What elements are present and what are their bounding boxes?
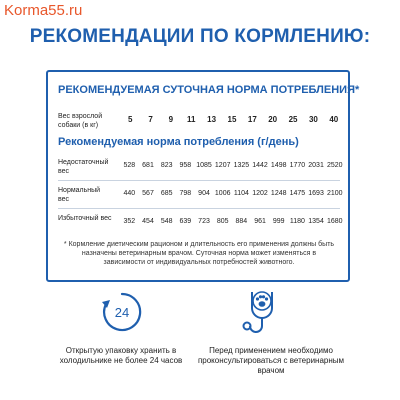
table-row xyxy=(120,162,344,169)
row-label-overweight: Избыточный вес xyxy=(58,215,112,222)
table-cell: 798 xyxy=(179,190,192,197)
table-cell: 805 xyxy=(216,218,229,225)
watermark: Korma55.ru xyxy=(4,2,83,19)
row-label-underweight: Недостаточный вес xyxy=(58,159,109,175)
table-cell: 567 xyxy=(142,190,154,197)
table-cell: 1325 xyxy=(233,162,250,169)
table-cell: 1442 xyxy=(252,162,268,169)
weight-cell: 15 xyxy=(227,115,237,124)
row-label-normal: Нормальный вес xyxy=(58,187,101,203)
table-cell: 1104 xyxy=(233,190,249,197)
table-cell: 904 xyxy=(198,190,210,197)
table-cell: 884 xyxy=(235,218,248,225)
table-cell: 1180 xyxy=(289,218,305,225)
weight-cell: 17 xyxy=(247,115,257,124)
weight-cell: 13 xyxy=(207,115,217,124)
row-divider xyxy=(58,208,340,209)
weight-cell: 5 xyxy=(127,115,133,124)
table-cell: 440 xyxy=(123,190,136,197)
weight-cell: 11 xyxy=(187,115,196,124)
table-cell: 1207 xyxy=(214,162,231,169)
weight-cell: 7 xyxy=(148,115,153,124)
table-row xyxy=(120,218,344,225)
table-cell: 454 xyxy=(142,218,154,225)
table-cell: 685 xyxy=(160,190,173,197)
weight-row xyxy=(120,115,344,124)
weight-cell: 20 xyxy=(268,115,278,124)
grams-norm-heading: Рекомендуемая норма потребления (г/день) xyxy=(58,136,299,148)
row-divider xyxy=(58,180,340,181)
stethoscope-paw-icon xyxy=(238,288,288,336)
table-cell: 823 xyxy=(160,162,173,169)
weight-cell: 9 xyxy=(168,115,174,124)
table-cell: 1475 xyxy=(289,190,306,197)
feeding-table-panel xyxy=(46,70,360,282)
table-cell: 1006 xyxy=(214,190,231,197)
table-cell: 2031 xyxy=(308,162,324,169)
table-cell: 1354 xyxy=(308,218,324,225)
storage-note: Открытую упаковку хранить в холодильнике не более 24 часов xyxy=(59,346,183,365)
table-cell: 2100 xyxy=(326,190,343,197)
storage-icon-number: 24 xyxy=(114,305,130,320)
weight-cell: 40 xyxy=(329,115,339,124)
table-cell: 961 xyxy=(254,218,266,225)
table-cell: 1770 xyxy=(289,162,306,169)
daily-norm-heading: РЕКОМЕНДУЕМАЯ СУТОЧНАЯ НОРМА ПОТРЕБЛЕНИЯ* xyxy=(58,84,360,96)
vet-note: Перед применением необходимо проконсультироваться с ветеринарным врачом xyxy=(197,346,345,375)
table-cell: 2520 xyxy=(326,162,343,169)
weight-cell: 30 xyxy=(308,115,318,124)
clock-24-icon xyxy=(100,290,144,334)
table-row xyxy=(120,190,344,197)
table-cell: 681 xyxy=(142,162,154,169)
page-title: РЕКОМЕНДАЦИИ ПО КОРМЛЕНИЮ: xyxy=(29,26,371,47)
table-cell: 528 xyxy=(123,162,136,169)
table-cell: 352 xyxy=(123,218,136,225)
table-cell: 958 xyxy=(179,162,192,169)
table-cell: 1498 xyxy=(270,162,287,169)
table-cell: 1680 xyxy=(326,218,343,225)
table-cell: 1202 xyxy=(252,190,268,197)
table-cell: 723 xyxy=(198,218,210,225)
table-cell: 1693 xyxy=(308,190,324,197)
table-cell: 548 xyxy=(160,218,173,225)
footnote: * Кормление диетическим рационом и длительность его применения должны быть назначены ветеринарным врачом. Суточная норма может изменяться в зависимости от индивидуальных потребностей животного. xyxy=(63,241,335,266)
table-cell: 1085 xyxy=(196,162,212,169)
table-cell: 1248 xyxy=(270,190,287,197)
table-cell: 999 xyxy=(272,218,285,225)
weight-cell: 25 xyxy=(288,115,298,124)
weight-row-label: Вес взрослой собаки (в кг) xyxy=(58,113,103,129)
table-cell: 639 xyxy=(179,218,192,225)
